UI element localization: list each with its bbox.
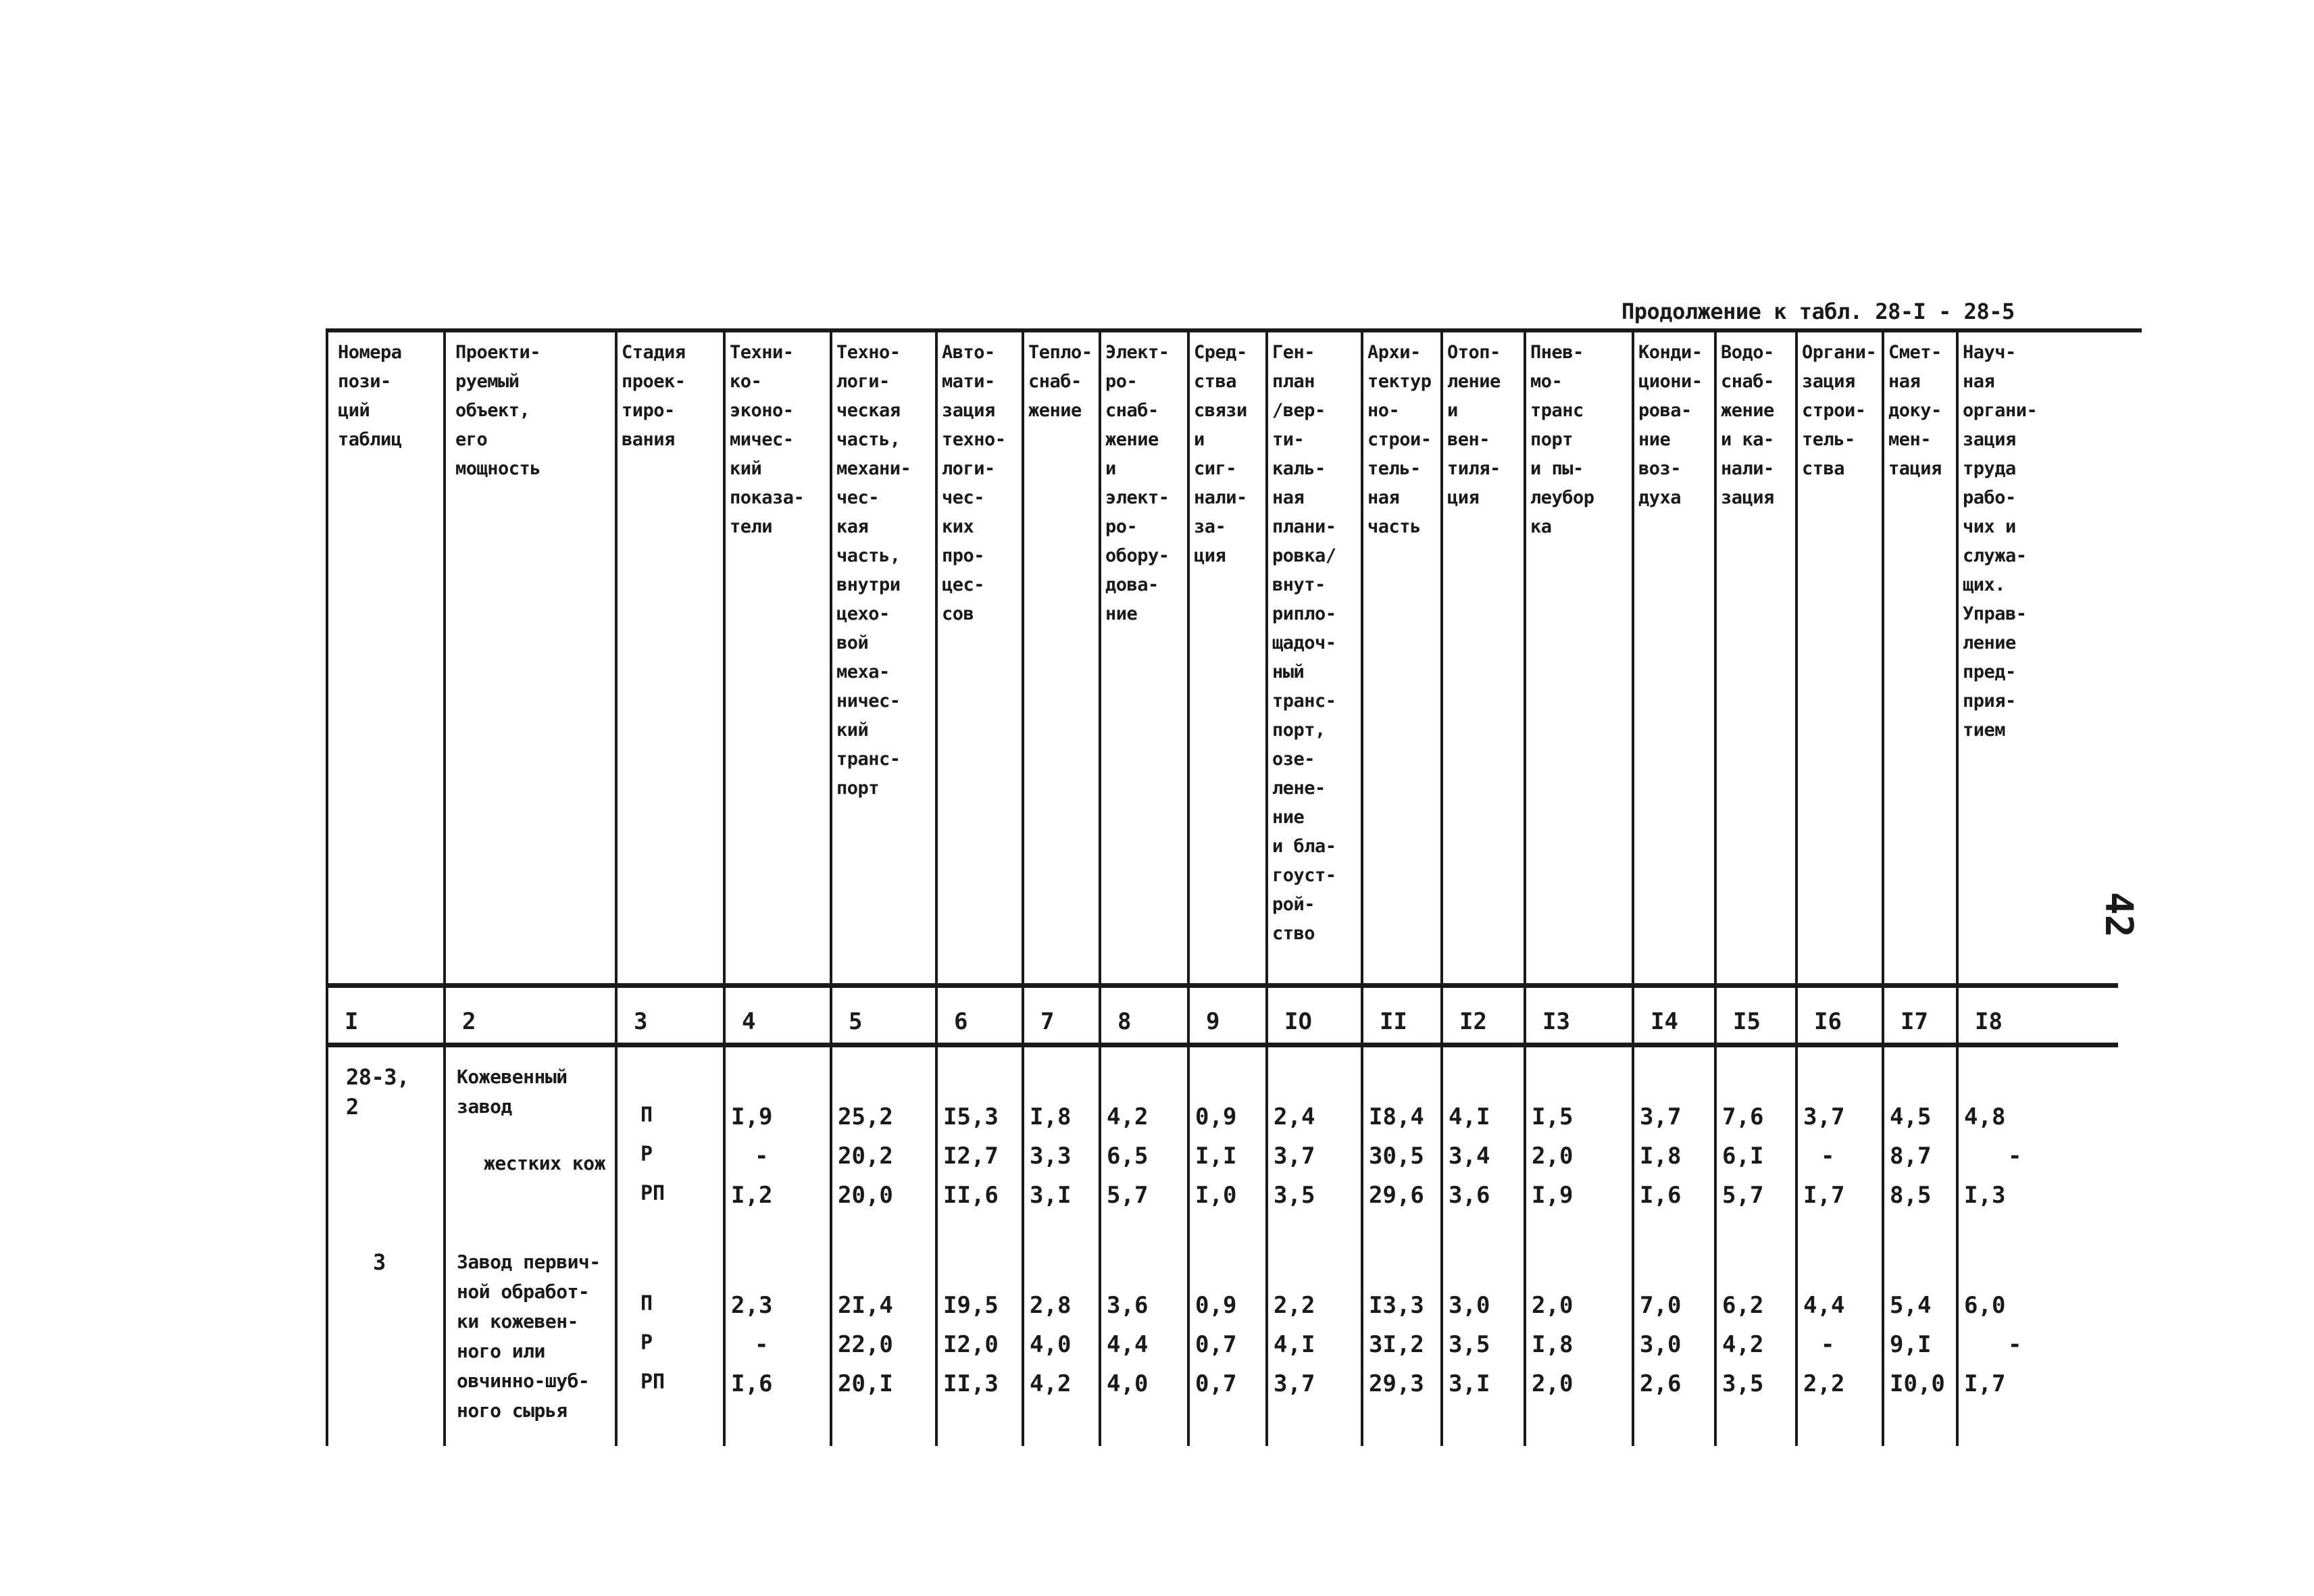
table-cell: 3,7 xyxy=(1640,1103,1682,1130)
table-cell: 8,7 xyxy=(1890,1143,1932,1170)
table-cell: I5,3 xyxy=(943,1103,999,1130)
header-cell: Техни- ко- эконо- мичес- кий показа- тели xyxy=(730,342,805,537)
header-cell: Тепло- снаб- жение xyxy=(1028,342,1092,421)
object-name-cell: жестких кож xyxy=(484,1152,605,1174)
table-cell: 4,I xyxy=(1274,1331,1315,1358)
table-cell: 3,3 xyxy=(1030,1143,1072,1170)
table-cell: 6,5 xyxy=(1107,1143,1149,1170)
table-cell: 3,I xyxy=(1449,1370,1490,1397)
column-number: IO xyxy=(1284,1008,1312,1035)
table-cell: I0,0 xyxy=(1890,1370,1945,1397)
table-cell: 4,4 xyxy=(1803,1292,1845,1319)
column-number: 5 xyxy=(849,1008,863,1035)
column-rule xyxy=(615,329,618,1446)
stage-cell: РП xyxy=(640,1370,665,1394)
header-bottom-rule xyxy=(326,983,2118,988)
table-cell: 2,0 xyxy=(1532,1292,1574,1319)
table-cell: 4,2 xyxy=(1107,1103,1149,1130)
table-cell: I,6 xyxy=(1640,1182,1682,1209)
column-rule xyxy=(830,329,832,1446)
header-cell: Техно- логи- ческая часть, механи- чес- кая часть, внутри цехо- вой меха- ничес- кий транс- порт xyxy=(836,342,911,799)
stage-cell: РП xyxy=(640,1182,665,1205)
table-cell: - xyxy=(2008,1143,2022,1170)
table-cell: I,I xyxy=(1195,1143,1237,1170)
table-caption: Продолжение к табл. 28-I - 28-5 xyxy=(1621,299,2015,324)
table-cell: 3,7 xyxy=(1274,1143,1315,1170)
column-rule xyxy=(1022,329,1024,1446)
table-cell: 6,2 xyxy=(1722,1292,1764,1319)
header-cell: Органи- зация строи- тель- ства xyxy=(1802,342,1877,479)
table-cell: 7,6 xyxy=(1722,1103,1764,1130)
table-cell: I,2 xyxy=(731,1182,773,1209)
table-cell: 4,2 xyxy=(1030,1370,1072,1397)
numbers-bottom-rule xyxy=(326,1043,2118,1047)
table-cell: 3,4 xyxy=(1449,1143,1490,1170)
table-cell: I,7 xyxy=(1803,1182,1845,1209)
table-cell: 29,3 xyxy=(1369,1370,1424,1397)
table-cell: 2,0 xyxy=(1532,1370,1574,1397)
table-cell: I,6 xyxy=(731,1370,773,1397)
column-number: 2 xyxy=(462,1008,476,1035)
table-cell: 5,7 xyxy=(1107,1182,1149,1209)
column-rule xyxy=(1187,329,1190,1446)
table-cell: 2,3 xyxy=(731,1292,773,1319)
table-cell: 2,6 xyxy=(1640,1370,1682,1397)
table-cell: 3,7 xyxy=(1274,1370,1315,1397)
header-cell: Элект- ро- снаб- жение и элект- ро- обору- дова- ние xyxy=(1105,342,1169,624)
table-cell: 0,9 xyxy=(1195,1103,1237,1130)
column-number: I6 xyxy=(1814,1008,1842,1035)
column-rule xyxy=(1632,329,1634,1446)
column-rule xyxy=(1714,329,1717,1446)
table-cell: I,8 xyxy=(1640,1143,1682,1170)
column-rule xyxy=(1440,329,1443,1446)
table-cell: 2I,4 xyxy=(838,1292,893,1319)
position-cell: 28-3, 2 xyxy=(346,1064,409,1120)
column-number: 3 xyxy=(634,1008,648,1035)
table-cell: 4,4 xyxy=(1107,1331,1149,1358)
table-cell: 4,0 xyxy=(1030,1331,1072,1358)
table-cell: 4,0 xyxy=(1107,1370,1149,1397)
table-cell: 4,8 xyxy=(1964,1103,2006,1130)
table-cell: I3,3 xyxy=(1369,1292,1424,1319)
column-rule xyxy=(1524,329,1526,1446)
object-name-cell: Кожевенный завод xyxy=(457,1066,568,1118)
table-cell: 0,9 xyxy=(1195,1292,1237,1319)
table-cell: 30,5 xyxy=(1369,1143,1424,1170)
header-cell: Смет- ная доку- мен- тация xyxy=(1888,342,1942,479)
table-cell: 4,2 xyxy=(1722,1331,1764,1358)
table-cell: 3,I xyxy=(1030,1182,1072,1209)
header-cell: Водо- снаб- жение и ка- нали- зация xyxy=(1721,342,1774,508)
table-cell: 25,2 xyxy=(838,1103,893,1130)
column-number: 8 xyxy=(1117,1008,1132,1035)
table-cell: 5,7 xyxy=(1722,1182,1764,1209)
table-cell: - xyxy=(2008,1331,2022,1358)
table-cell: 3,5 xyxy=(1274,1182,1315,1209)
table-cell: 4,I xyxy=(1449,1103,1490,1130)
table-cell: I2,0 xyxy=(943,1331,999,1358)
table-cell: 3,5 xyxy=(1449,1331,1490,1358)
table-cell: 7,0 xyxy=(1640,1292,1682,1319)
column-number: I4 xyxy=(1651,1008,1678,1035)
table-cell: 3,6 xyxy=(1107,1292,1149,1319)
table-cell: I2,7 xyxy=(943,1143,999,1170)
column-rule xyxy=(326,329,328,1446)
table-cell: I,9 xyxy=(731,1103,773,1130)
column-rule xyxy=(935,329,938,1446)
stage-cell: Р xyxy=(640,1143,653,1166)
table-cell: I,0 xyxy=(1195,1182,1237,1209)
table-cell: I,3 xyxy=(1964,1182,2006,1209)
table-cell: 2,4 xyxy=(1274,1103,1315,1130)
column-number: I3 xyxy=(1542,1008,1570,1035)
table-cell: 3I,2 xyxy=(1369,1331,1424,1358)
header-cell: Архи- тектур но- строи- тель- ная часть xyxy=(1367,342,1432,537)
header-cell: Проекти- руемый объект, его мощность xyxy=(455,342,541,479)
stage-cell: Р xyxy=(640,1331,653,1355)
header-cell: Номера пози- ций таблиц xyxy=(338,342,402,450)
table-cell: I9,5 xyxy=(943,1292,999,1319)
table-cell: 2,0 xyxy=(1532,1143,1574,1170)
column-number: I7 xyxy=(1901,1008,1928,1035)
position-cell: 3 xyxy=(373,1249,386,1275)
page-number: 42 xyxy=(2096,892,2140,938)
column-number: I5 xyxy=(1733,1008,1761,1035)
table-cell: II,3 xyxy=(943,1370,999,1397)
table-cell: 6,0 xyxy=(1964,1292,2006,1319)
table-cell: I,5 xyxy=(1532,1103,1574,1130)
column-rule xyxy=(1956,329,1959,1446)
column-number: 9 xyxy=(1206,1008,1220,1035)
table-cell: 5,4 xyxy=(1890,1292,1932,1319)
table-cell: 20,0 xyxy=(838,1182,893,1209)
table-cell: - xyxy=(755,1143,769,1170)
table-cell: 22,0 xyxy=(838,1331,893,1358)
table-top-rule xyxy=(326,328,2142,332)
table-cell: 3,0 xyxy=(1449,1292,1490,1319)
table-cell: I,9 xyxy=(1532,1182,1574,1209)
table-cell: II,6 xyxy=(943,1182,999,1209)
table-cell: 2,2 xyxy=(1274,1292,1315,1319)
column-number: I xyxy=(345,1008,359,1035)
column-rule xyxy=(1361,329,1363,1446)
column-number: 7 xyxy=(1040,1008,1055,1035)
table-cell: 3,6 xyxy=(1449,1182,1490,1209)
table-cell: 4,5 xyxy=(1890,1103,1932,1130)
table-cell: - xyxy=(1821,1331,1835,1358)
header-cell: Ген- план /вер- ти- каль- ная плани- ровка/ внут- рипло- щадоч- ный транс- порт, озе- лене- ние и бла- гоуст- рой- ство xyxy=(1272,342,1336,944)
table-cell: 20,2 xyxy=(838,1143,893,1170)
header-cell: Науч- ная органи- зация труда рабо- чих и служа- щих. Управ- ление пред- прия- тием xyxy=(1963,342,2038,741)
header-cell: Отоп- ление и вен- тиля- ция xyxy=(1447,342,1501,508)
header-cell: Конди- циони- рова- ние воз- духа xyxy=(1638,342,1703,508)
table-cell: I8,4 xyxy=(1369,1103,1424,1130)
table-cell: 20,I xyxy=(838,1370,893,1397)
table-cell: 8,5 xyxy=(1890,1182,1932,1209)
table-cell: I,7 xyxy=(1964,1370,2006,1397)
header-cell: Сред- ства связи и сиг- нали- за- ция xyxy=(1194,342,1247,566)
table-cell: 3,5 xyxy=(1722,1370,1764,1397)
table-cell: 0,7 xyxy=(1195,1331,1237,1358)
header-cell: Стадия проек- тиро- вания xyxy=(622,342,686,450)
header-cell: Авто- мати- зация техно- логи- чес- ких про- цес- сов xyxy=(942,342,1006,624)
column-rule xyxy=(723,329,726,1446)
table-cell: 29,6 xyxy=(1369,1182,1424,1209)
header-cell: Пнев- мо- транс порт и пы- леубор ка xyxy=(1530,342,1594,537)
table-cell: - xyxy=(1821,1143,1835,1170)
column-number: I8 xyxy=(1975,1008,2003,1035)
stage-cell: П xyxy=(640,1103,653,1127)
table-cell: I,8 xyxy=(1532,1331,1574,1358)
table-cell: 6,I xyxy=(1722,1143,1764,1170)
table-cell: 9,I xyxy=(1890,1331,1932,1358)
column-rule xyxy=(1795,329,1798,1446)
table-cell: 3,7 xyxy=(1803,1103,1845,1130)
column-number: 6 xyxy=(954,1008,968,1035)
column-rule xyxy=(1882,329,1884,1446)
table-cell: 0,7 xyxy=(1195,1370,1237,1397)
table-cell: 2,2 xyxy=(1803,1370,1845,1397)
table-cell: - xyxy=(755,1331,769,1358)
object-name-cell: Завод первич- ной обработ- ки кожевен- ного или овчинно-шуб- ного сырья xyxy=(457,1251,601,1422)
column-number: II xyxy=(1380,1008,1407,1035)
column-number: I2 xyxy=(1459,1008,1487,1035)
column-rule xyxy=(1099,329,1101,1446)
table-cell: I,8 xyxy=(1030,1103,1072,1130)
column-rule xyxy=(1265,329,1268,1446)
column-number: 4 xyxy=(742,1008,756,1035)
column-rule xyxy=(443,329,446,1446)
stage-cell: П xyxy=(640,1292,653,1316)
table-cell: 2,8 xyxy=(1030,1292,1072,1319)
table-cell: 3,0 xyxy=(1640,1331,1682,1358)
